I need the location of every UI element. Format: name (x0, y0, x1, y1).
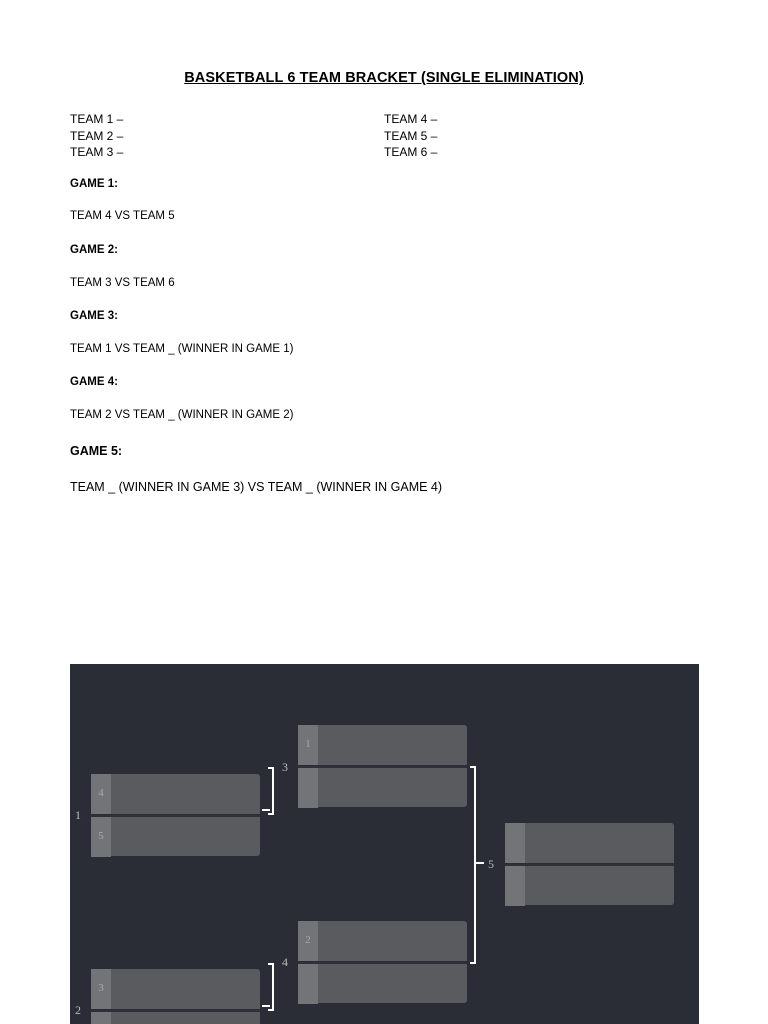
final-connector-tick (476, 862, 484, 864)
game-1-matchup: TEAM 4 VS TEAM 5 (70, 210, 175, 222)
game-3-slot-top (298, 725, 467, 765)
game-3-slot-bottom (298, 766, 467, 807)
game-5-slot-bottom (505, 864, 674, 905)
seed-label (505, 823, 525, 863)
game-1-label: GAME 1: (70, 178, 118, 190)
seed-label (298, 964, 318, 1004)
team-1-entry: TEAM 1 – (70, 112, 124, 126)
game-4-matchup: TEAM 2 VS TEAM _ (WINNER IN GAME 2) (70, 409, 294, 421)
team-list-right (384, 111, 437, 161)
game-1-connector (268, 767, 274, 815)
game-3-label: GAME 3: (70, 310, 118, 322)
game-4-slot-top (298, 921, 467, 961)
seed-label (91, 1012, 111, 1024)
game-2-connector-tick (262, 1005, 270, 1007)
game-1-slot-top (91, 774, 260, 814)
game-2-slot-top (91, 969, 260, 1009)
team-6-entry: TEAM 6 – (384, 145, 438, 159)
game-4-number: 4 (282, 955, 288, 969)
game-5-number: 5 (488, 857, 494, 871)
team-3-entry: TEAM 3 – (70, 145, 124, 159)
game-5-matchup: TEAM _ (WINNER IN GAME 3) VS TEAM _ (WINNER IN GAME 4) (70, 480, 443, 494)
team-2-entry: TEAM 2 – (70, 128, 124, 143)
game-5-slot-top (505, 823, 674, 863)
game-5-label: GAME 5: (70, 444, 123, 458)
bracket-diagram (70, 664, 699, 1024)
game-4-label: GAME 4: (70, 376, 118, 388)
game-2-label: GAME 2: (70, 244, 118, 256)
game-2-slot-bottom (91, 1010, 260, 1024)
seed-label: 1 (298, 725, 318, 765)
game-1-connector-tick (262, 809, 270, 811)
team-list-left (70, 111, 123, 161)
game-1-number: 1 (75, 808, 81, 822)
game-1-slot-bottom (91, 815, 260, 856)
game-2-matchup: TEAM 3 VS TEAM 6 (70, 277, 175, 289)
document-title: BASKETBALL 6 TEAM BRACKET (SINGLE ELIMINATION) (184, 70, 584, 86)
seed-label: 4 (91, 774, 111, 814)
game-2-connector (268, 963, 274, 1011)
game-2-number: 2 (75, 1003, 81, 1017)
semifinal-connector (470, 766, 476, 964)
seed-label: 3 (91, 969, 111, 1009)
seed-label (298, 768, 318, 808)
team-5-entry: TEAM 5 – (384, 128, 438, 143)
game-3-number: 3 (282, 760, 288, 774)
seed-label: 2 (298, 921, 318, 961)
team-4-entry: TEAM 4 – (384, 112, 438, 126)
seed-label (505, 866, 525, 906)
game-3-matchup: TEAM 1 VS TEAM _ (WINNER IN GAME 1) (70, 343, 294, 355)
game-4-slot-bottom (298, 962, 467, 1003)
seed-label: 5 (91, 817, 111, 857)
